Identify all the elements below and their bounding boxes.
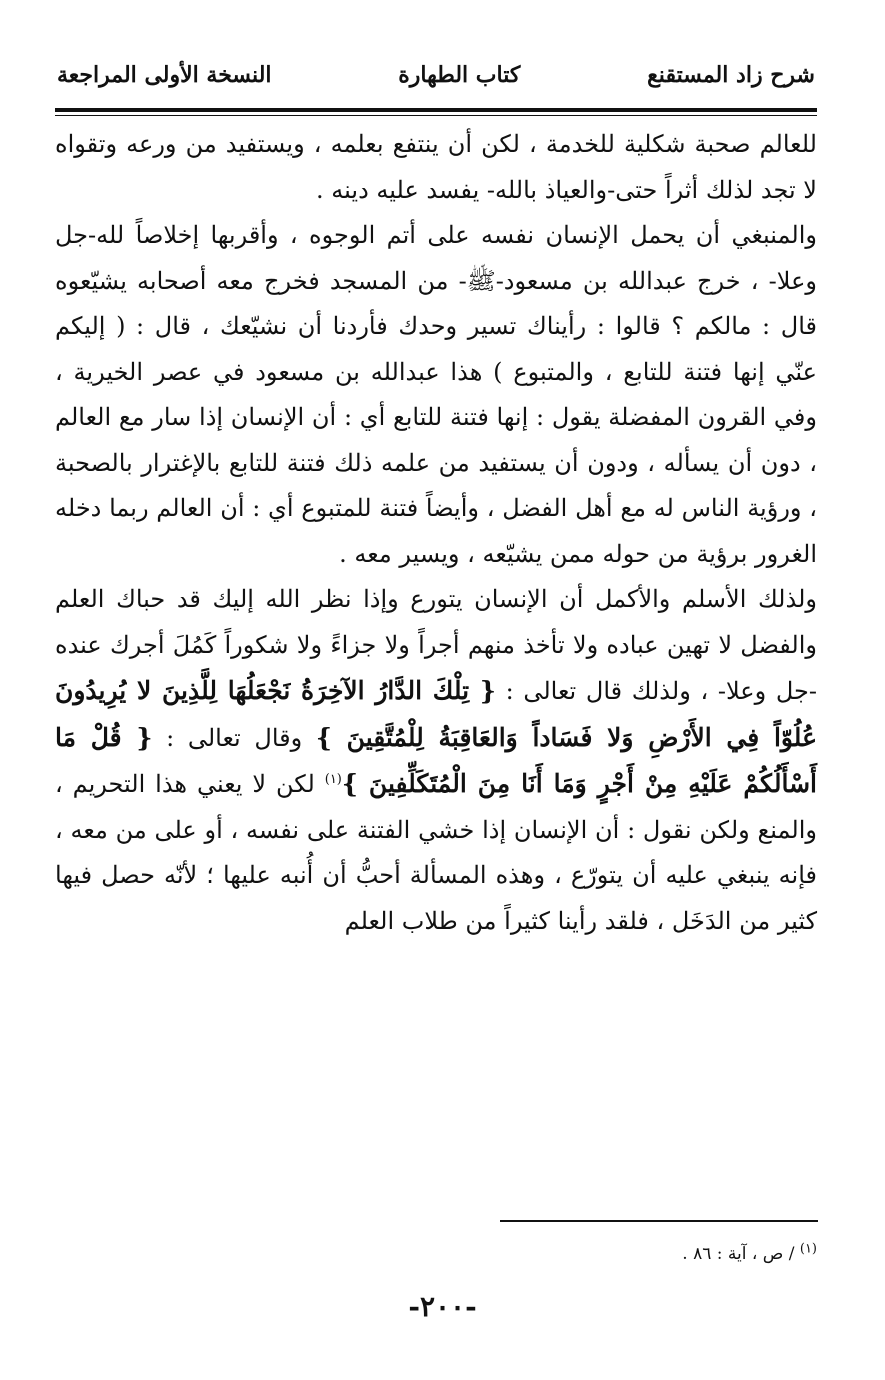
footnote-reference: (١) (324, 772, 342, 787)
paragraph-1: للعالم صحبة شكلية للخدمة ، لكن أن ينتفع بعلمه ، ويستفيد من ورعه وتقواه لا تجد لذلك أثراً حتى-والعياذ بالله- يفسد عليه دينه . (55, 130, 817, 204)
book-title: شرح زاد المستقنع (647, 62, 815, 88)
footnote-text: / ص ، آية : ٨٦ . (682, 1244, 795, 1264)
paragraph-3 (55, 577, 817, 944)
quran-verse-1: { تِلْكَ الدَّارُ الآخِرَةُ نَجْعَلُهَا لِلَّذِينَ لا يُرِيدُونَ عُلُوّاً فِي الأَرْضِ وَلا فَسَاداً وَالعَاقِبَةُ لِلْمُتَّقِينَ } (55, 676, 817, 752)
document-page (55, 62, 817, 944)
header-rule-thick (55, 108, 817, 112)
paragraph-3-connector: وقال تعالى : (152, 723, 303, 752)
header-rule-thin (55, 115, 817, 116)
chapter-title: كتاب الطهارة (398, 62, 521, 88)
edition-note: النسخة الأولى المراجعة (57, 62, 272, 88)
running-header (55, 62, 817, 106)
quran-verse-2: { قُلْ مَا أَسْأَلُكُمْ عَلَيْهِ مِنْ أَجْرٍ وَمَا أَنَا مِنَ الْمُتَكَلِّفِينَ } (55, 722, 817, 798)
page-number: -٢٠٠- (408, 1290, 477, 1323)
footnote-marker: (١) (799, 1241, 817, 1257)
paragraph-3-conclusion: لكن لا يعني هذا التحريم ، والمنع ولكن نقول : أن الإنسان إذا خشي الفتنة على نفسه ، أو على من معه ، فإنه ينبغي عليه أن يتورّع ، وهذه المسألة أحبُّ أن أُنبه عليها ؛ لأنّه حصل فيها كثير من الدَخَل ، فلقد رأينا كثيراً من طلاب العلم (55, 770, 817, 935)
paragraph-2: والمنبغي أن يحمل الإنسان نفسه على أتم الوجوه ، وأقربها إخلاصاً لله-جل وعلا- ، خرج عبدالله بن مسعود-ﷺ- من المسجد فخرج معه أصحابه يشيّعوه قال : مالكم ؟ قالوا : رأيناك تسير وحدك فأردنا أن نشيّعك ، قال : ( إليكم عنّي إنها فتنة للتابع ، والمتبوع ) هذا عبدالله بن مسعود في عصر الخيرية ، وفي القرون المفضلة يقول : إنها فتنة للتابع أي : أن الإنسان إذا سار مع العالم ، دون أن يسأله ، ودون أن يستفيد من علمه ذلك فتنة للتابع بالإغترار بالصحبة ، ورؤية الناس له مع أهل الفضل ، وأيضاً فتنة للمتبوع أي : أن العالم ربما دخله الغرور برؤية من حوله ممن يشيّعه ، ويسير معه . (55, 221, 817, 568)
footnote-divider (500, 1220, 818, 1222)
footnote (682, 1241, 817, 1264)
paragraph-3-intro: ولذلك الأسلم والأكمل أن الإنسان يتورع وإذا نظر الله إليك قد حباك العلم والفضل لا تهين عباده ولا تأخذ منهم أجراً ولا جزاءً ولا شكوراً كَمُلَ أجرك عنده -جل وعلا- ، ولذلك قال تعالى : (55, 585, 817, 705)
body-text (55, 122, 817, 944)
